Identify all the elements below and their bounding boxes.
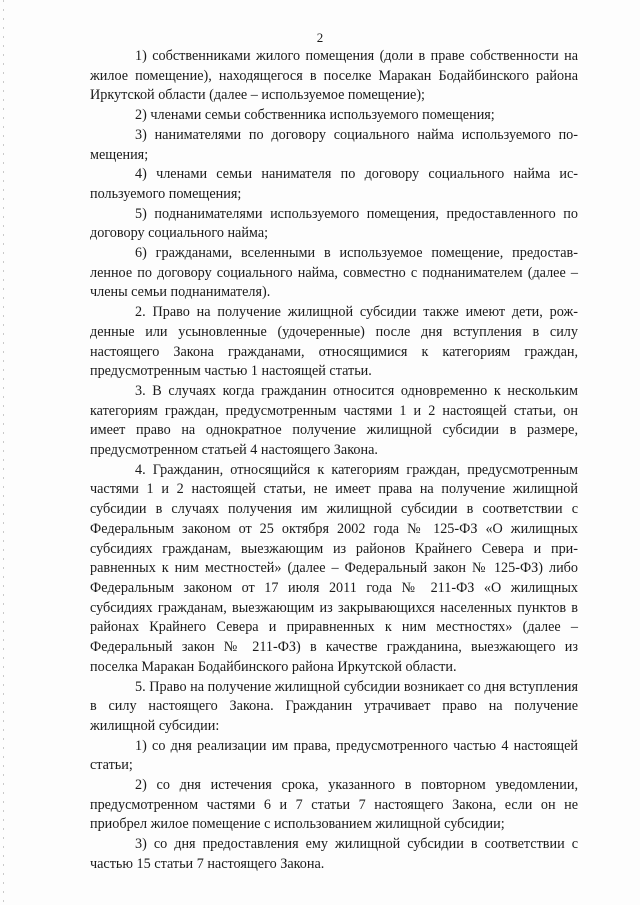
paragraph-1-6: 6) гражданами, вселенными в используемое помещение, предоставленное по договору социального найма, совместно с поднанимателем (далее – члены семьи поднанимателя). (90, 245, 578, 301)
paragraph-part-2: 2. Право на получение жилищной субсидии также имеют дети, рожденные или усыновленные (удочеренные) после дня вступления в силу настоящего Закона гражданами, относящимися к категориям граждан, предусмотренным частью 1 настоящей статьи. (90, 304, 578, 380)
paragraph-1-4: 4) членами семьи нанимателя по договору социального найма используемого помещения; (90, 166, 578, 202)
paragraph-5-2: 2) со дня истечения срока, указанного в повторном уведомлении, предусмотренном частями 6 и 7 статьи 7 настоящего Закона, если он не приобрел жилое помещение с использованием жилищной субсидии; (90, 777, 578, 833)
page-number: 2 (316, 30, 324, 45)
paragraph-1-2: 2) членами семьи собственника используемого помещения; (135, 107, 495, 124)
paragraph-part-5: 5. Право на получение жилищной субсидии возникает со дня вступления в силу настоящего Закона. Гражданин утрачивает право на получение жилищной субсидии: (90, 678, 578, 734)
paragraph-1-1: 1) собственниками жилого помещения (доли в праве собственности на жилое помещение), находящегося в поселке Маракан Бодайбинского района Иркутской области (далее – используемое помещение); (90, 48, 578, 104)
paragraph-5-1: 1) со дня реализации им права, предусмотренного частью 4 настоящей статьи; (90, 737, 578, 774)
paragraph-part-3: 3. В случаях когда гражданин относится одновременно к нескольким категориям граждан, предусмотренным частями 1 и 2 настоящей статьи, он имеет право на однократное получение жилищной субсидии в размере, предусмотренном статьей 4 настоящего Закона. (90, 382, 578, 459)
paragraph-5-3: 3) со дня предоставления ему жилищной субсидии в соответствии с частью 15 статьи 7 настоящего Закона. (90, 836, 578, 872)
paragraph-1-3: 3) нанимателями по договору социального найма используемого помещения; (90, 126, 578, 163)
law-text-body (90, 47, 578, 875)
paragraph-1-5: 5) поднанимателями используемого помещения, предоставленного по договору социального найма; (90, 205, 578, 242)
paragraph-part-4: 4. Гражданин, относящийся к категориям граждан, предусмотренным частями 1 и 2 настоящей статьи, не имеет права на получение жилищной субсидии в случаях получения им жилищной субсидии в соответствии с Федеральным законом от 25 октября 2002 года № 125-ФЗ «О жилищных субсидиях гражданам, выезжающим из районов Крайнего Севера и приравненных к ним местностей» (далее – Федеральный закон № 125-ФЗ) либо Федеральным законом от 17 июля 2011 года № 211-ФЗ «О жилищных субсидиях гражданам, выезжающим из закрывающихся населенных пунктов в районах Крайнего Севера и приравненных к ним местностях» (далее – Федеральный закон № 211-ФЗ) в качестве гражданина, выезжающего из поселка Маракан Бодайбинского района Иркутской области. (90, 461, 578, 675)
scan-edge-dots (3, 0, 4, 905)
